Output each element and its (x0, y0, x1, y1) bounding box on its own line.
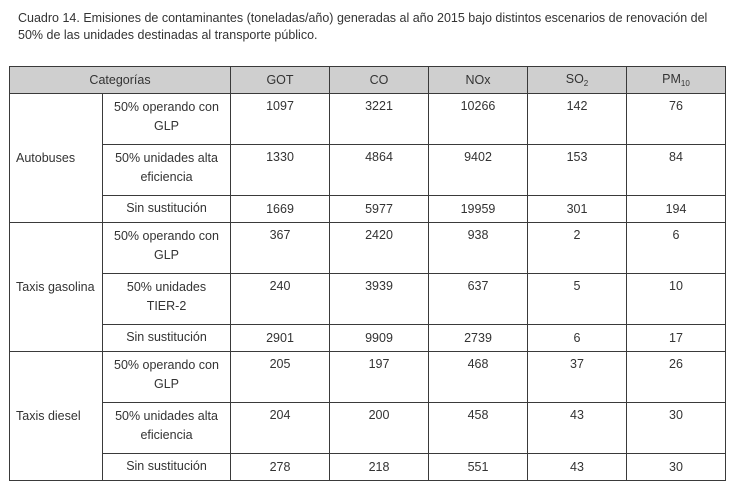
so2-cell: 142 (528, 94, 627, 145)
category-autobuses: Autobuses (10, 94, 103, 223)
co-cell: 200 (330, 403, 429, 454)
co-cell: 5977 (330, 196, 429, 223)
scenario-cell: 50% operando con GLP (103, 352, 231, 403)
table-row (10, 454, 726, 481)
scenario-cell: 50% unidades alta eficiencia (103, 145, 231, 196)
table-row (10, 274, 726, 325)
table-row (10, 196, 726, 223)
scenario-cell: Sin sustitución (103, 325, 231, 352)
pm10-cell: 84 (627, 145, 726, 196)
nox-cell: 2739 (429, 325, 528, 352)
nox-cell: 468 (429, 352, 528, 403)
header-categorias: Categorías (10, 67, 231, 94)
nox-cell: 458 (429, 403, 528, 454)
got-cell: 204 (231, 403, 330, 454)
nox-cell: 10266 (429, 94, 528, 145)
so2-cell: 153 (528, 145, 627, 196)
got-cell: 240 (231, 274, 330, 325)
header-row (10, 67, 726, 94)
category-taxis-diesel: Taxis diesel (10, 352, 103, 481)
co-cell: 2420 (330, 223, 429, 274)
category-taxis-gasolina: Taxis gasolina (10, 223, 103, 352)
pm10-cell: 6 (627, 223, 726, 274)
scenario-cell: 50% operando con GLP (103, 223, 231, 274)
pm10-cell: 10 (627, 274, 726, 325)
pm10-cell: 76 (627, 94, 726, 145)
pm10-cell: 26 (627, 352, 726, 403)
scenario-cell: Sin sustitución (103, 196, 231, 223)
pm10-cell: 30 (627, 403, 726, 454)
table-row (10, 94, 726, 145)
so2-cell: 2 (528, 223, 627, 274)
emissions-table (9, 66, 726, 481)
co-cell: 3939 (330, 274, 429, 325)
co-cell: 9909 (330, 325, 429, 352)
so2-cell: 6 (528, 325, 627, 352)
so2-cell: 301 (528, 196, 627, 223)
table-row (10, 145, 726, 196)
got-cell: 1330 (231, 145, 330, 196)
table-row (10, 403, 726, 454)
header-co: CO (330, 67, 429, 94)
scenario-cell: Sin sustitución (103, 454, 231, 481)
got-cell: 278 (231, 454, 330, 481)
got-cell: 2901 (231, 325, 330, 352)
nox-cell: 938 (429, 223, 528, 274)
table-caption: Cuadro 14. Emisiones de contaminantes (toneladas/año) generadas al año 2015 bajo distintos escenarios de renovación del 50% de las unidades destinadas al transporte público. (18, 11, 708, 42)
table-row (10, 223, 726, 274)
co-cell: 3221 (330, 94, 429, 145)
got-cell: 1097 (231, 94, 330, 145)
table-row (10, 352, 726, 403)
scenario-cell: 50% unidades TIER-2 (103, 274, 231, 325)
nox-cell: 637 (429, 274, 528, 325)
header-got: GOT (231, 67, 330, 94)
scenario-cell: 50% unidades alta eficiencia (103, 403, 231, 454)
header-nox: NOx (429, 67, 528, 94)
pm10-cell: 30 (627, 454, 726, 481)
got-cell: 1669 (231, 196, 330, 223)
nox-cell: 551 (429, 454, 528, 481)
nox-cell: 9402 (429, 145, 528, 196)
header-so2: $SO_2$ (528, 67, 627, 94)
header-pm10: $PM_{10}$ (627, 67, 726, 94)
so2-cell: 43 (528, 403, 627, 454)
so2-cell: 5 (528, 274, 627, 325)
table-row (10, 325, 726, 352)
got-cell: 205 (231, 352, 330, 403)
co-cell: 4864 (330, 145, 429, 196)
co-cell: 218 (330, 454, 429, 481)
nox-cell: 19959 (429, 196, 528, 223)
pm10-cell: 194 (627, 196, 726, 223)
so2-cell: 37 (528, 352, 627, 403)
so2-cell: 43 (528, 454, 627, 481)
co-cell: 197 (330, 352, 429, 403)
scenario-cell: 50% operando con GLP (103, 94, 231, 145)
pm10-cell: 17 (627, 325, 726, 352)
got-cell: 367 (231, 223, 330, 274)
